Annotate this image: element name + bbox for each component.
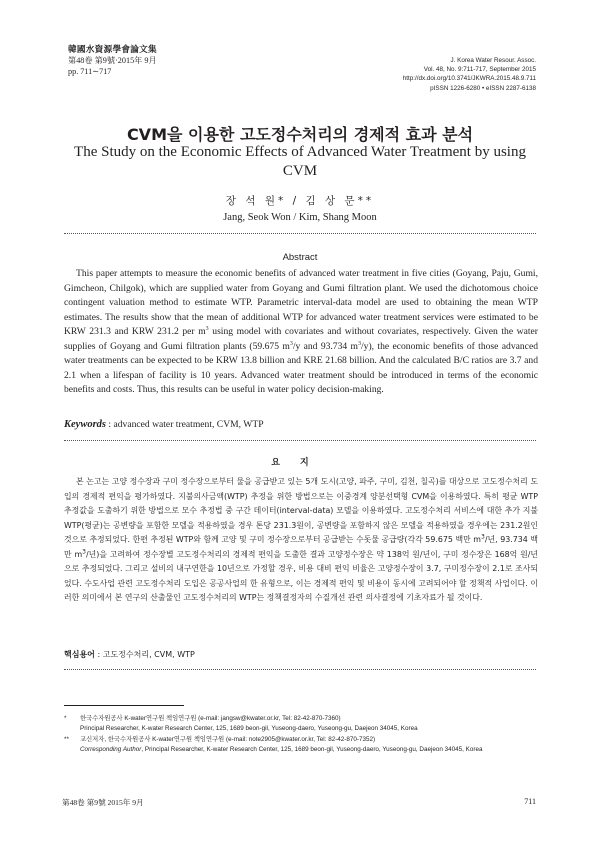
abstract-body [64, 267, 538, 398]
korean-abstract-text: /년, 93.734 백만 m [64, 535, 538, 559]
dotted-divider [64, 669, 536, 670]
dotted-divider [64, 440, 536, 441]
journal-header-right [403, 56, 536, 93]
journal-name-korean: 韓國水資源學會論文集 [68, 44, 157, 54]
abstract-heading: Abstract [282, 252, 318, 263]
abstract-text: This paper attempts to measure the economic benefits of advanced water treatment in five cities (Goyang, Paju, Gumi, Gimcheon, Chilgok), which are supplied water from Goyang and Gumi filtration plant. We used the dichotomous choice contingent valuation method to estimate WTP. Parametric interval-data model are used to obtaining the mean WTP estimates. The results show that the mean of additional WTP for advanced water treatment services were estimated to be KRW 231.3 and KRW 231.2 per m [64, 268, 538, 338]
footnote-text: 한국수자원공사 K-water연구원 책임연구원 (e-mail: jangsw@kwater.or.kr, Tel: 82-42-870-7360) [80, 715, 341, 722]
superscript: 3 [481, 533, 485, 541]
abstract-text: /y), the economic benefits of those advanced water treatments can be expected to be KRW 13.8 billion and KRE 21.68 billion. And the calculated B/C ratios are 3.7 and 2.1 when a lifespan of facility is 10 years. Advanced water treatment should be introduced in terms of the economic benefits and costs. Thus, this results can be useful in water policy decision-making. [64, 340, 538, 396]
keywords-label: Keywords [64, 419, 106, 430]
superscript: 3 [358, 340, 362, 347]
footer-volume: 第48卷 第9號 2015年 9月 [62, 798, 144, 807]
footnote-1-affiliation: Principal Researcher, K-water Research Center, 125, 1689 beon-gil, Yuseong-daero, Yuseong-gu, Daejeon 34045, Korea [80, 725, 418, 733]
journal-name: J. Korea Water Resour. Assoc. [450, 57, 536, 64]
abstract-text: using model with covariates and without covariates, respectively. Given the water supplies of Goyang and Gumi filtration plants (59.675 m [64, 326, 538, 352]
korean-keywords-label: 핵심용어 [64, 650, 95, 659]
footnote-marker: ** [64, 735, 69, 743]
korean-abstract-text: /년)을 고려하여 정수장별 고도정수처리의 경제적 편익을 도출한 결과 고양정수장은 약 138억 원/년이, 구미 정수장은 168억 원/년으로 추정되었다. 그리고 설비의 내구연한을 10년으로 가정할 경우, 비용 대비 편익 비율은 고양정수장이 3.7, 구미정수장이 2.1로 조사되었다. 수도사업 관련 고도정수처리 도입은 공공사업의 한 유형으로, 이는 경제적 편익 및 비용이 동시에 고려되어야 할 정책적 사업이다. 이러한 의미에서 본 연구의 산출물인 고도정수처리의 WTP는 정책결정자의 수질개선 관련 의사결정에 기초자료가 될 것이다. [64, 549, 538, 603]
page-number: 711 [524, 797, 536, 806]
footnote-2 [64, 735, 544, 745]
korean-keywords-text: : 고도정수처리, CVM, WTP [94, 650, 195, 659]
doi-link[interactable]: http://dx.doi.org/10.3741/JKWRA.2015.48.9.711 [402, 75, 536, 83]
korean-abstract-text: 본 논고는 고양 정수장과 구미 정수장으로부터 물을 공급받고 있는 5개 도시(고양, 파주, 구미, 김천, 칠곡)를 대상으로 고도정수처리 도입의 경제적 편익을 평가하였다. 지불의사금액(WTP) 추정을 위한 방법으로는 이중경계 양분선택형 CVM을 이용하였다. 특히 평균 WTP 추정값을 도출하기 위한 방법으로 모수 추정법 중 구간 데이터(interval-data) 모델을 이용하였다. 고도정수처리 서비스에 대한 추가 지불 WTP(평균)는 공변량을 포함한 모델을 적용하였을 경우 톤당 231.3원이, 공변량을 포함하지 않은 모델을 적용하였을 경우에는 231.2원인 것으로 추정되었다. 한편 추정된 WTP와 함께 고양 및 구미 정수장으로부터 공급받는 수돗물 공급량(각각 59.675 백만 m [64, 477, 538, 545]
korean-abstract-heading: 요지 [271, 458, 329, 468]
footnote-rule [64, 705, 184, 706]
footnotes [64, 714, 544, 756]
footnote-text: , Principal Researcher, K-water Research Center, 125, 1689 beon-gil, Yuseong-daero, Yuseong-gu, Daejeon 34045, Korea [141, 746, 483, 754]
superscript: 3 [82, 548, 86, 556]
dotted-divider [64, 233, 536, 234]
authors-korean: 장 석 원* / 김 상 문** [225, 195, 375, 207]
abstract-text: /y and 93.734 m [292, 340, 359, 352]
superscript: 3 [289, 340, 293, 347]
corresponding-author-label: Corresponding Author [80, 746, 142, 754]
volume-info: Vol. 48, No. 9:711-717, September 2015 [423, 66, 536, 74]
korean-abstract-body [64, 475, 538, 606]
authors-english: Jang, Seok Won / Kim, Shang Moon [223, 212, 377, 223]
footnote-1 [64, 714, 544, 724]
issn: pISSN 1226-6280 • eISSN 2287-6138 [430, 84, 536, 92]
journal-header-left [68, 44, 157, 77]
keywords [64, 419, 264, 430]
footnote-marker: * [64, 715, 67, 722]
footnote-text: 교신저자, 한국수자원공사 K-water연구원 책임연구원 (e-mail: note2905@kwater.or.kr, Tel: 82-42-870-7352) [80, 735, 376, 743]
superscript: 3 [205, 326, 209, 332]
title-english: The Study on the Economic Effects of Advanced Water Treatment by using CVM [74, 144, 526, 179]
keywords-text: : advanced water treatment, CVM, WTP [106, 419, 264, 430]
page-range: pp. 711∼717 [68, 67, 112, 76]
volume-korean: 第48卷 第9號·2015年 9月 [68, 56, 157, 65]
korean-keywords [64, 649, 195, 660]
title-korean: CVM을 이용한 고도정수처리의 경제적 효과 분석 [126, 125, 474, 144]
footnote-2-affiliation [64, 745, 544, 755]
